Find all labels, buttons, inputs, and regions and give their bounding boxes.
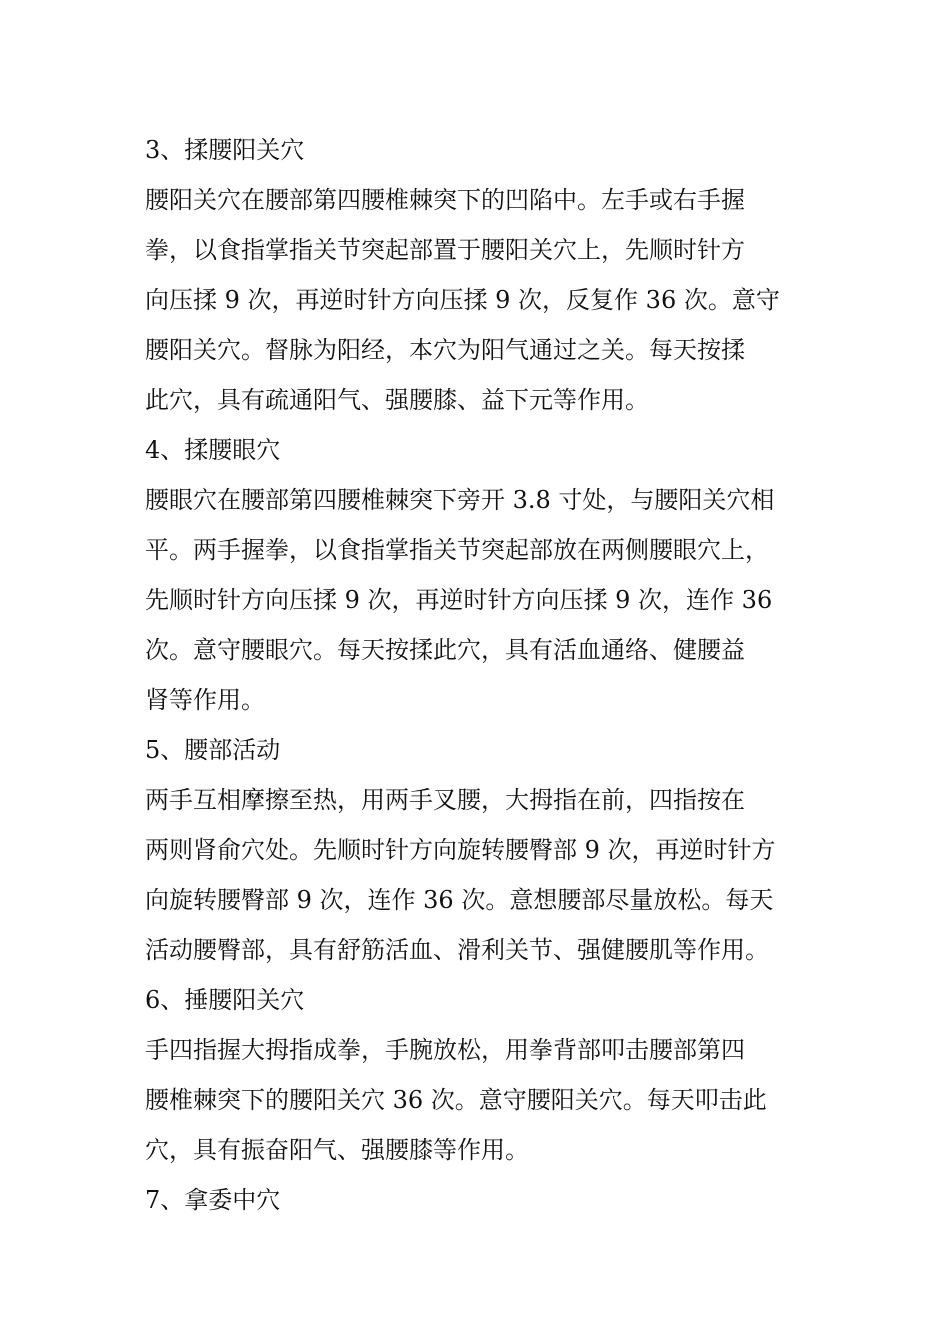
paragraph-line: 平。两手握拳，以食指掌指关节突起部放在两侧腰眼穴上， xyxy=(145,536,769,564)
paragraph-line: 两则肾俞穴处。先顺时针方向旋转腰臀部 9 次，再逆时针方 xyxy=(145,836,776,864)
section-heading: 3、揉腰阳关穴 xyxy=(145,136,305,164)
paragraph-line: 腰眼穴在腰部第四腰椎棘突下旁开 3.8 寸处，与腰阳关穴相 xyxy=(145,486,775,514)
paragraph-line: 拳，以食指掌指关节突起部置于腰阳关穴上，先顺时针方 xyxy=(145,236,745,264)
section-heading: 4、揉腰眼穴 xyxy=(145,436,281,464)
paragraph-line: 腰阳关穴。督脉为阳经，本穴为阳气通过之关。每天按揉 xyxy=(145,336,745,364)
section-heading: 7、拿委中穴 xyxy=(145,1186,281,1214)
paragraph-line: 向压揉 9 次，再逆时针方向压揉 9 次，反复作 36 次。意守 xyxy=(145,286,780,314)
paragraph-line: 次。意守腰眼穴。每天按揉此穴，具有活血通络、健腰益 xyxy=(145,636,745,664)
section-heading: 5、腰部活动 xyxy=(145,736,281,764)
paragraph-line: 先顺时针方向压揉 9 次，再逆时针方向压揉 9 次，连作 36 xyxy=(145,586,773,614)
paragraph-line: 腰阳关穴在腰部第四腰椎棘突下的凹陷中。左手或右手握 xyxy=(145,186,745,214)
paragraph-line: 手四指握大拇指成拳，手腕放松，用拳背部叩击腰部第四 xyxy=(145,1036,745,1064)
document-body xyxy=(145,125,810,1225)
paragraph-line: 两手互相摩擦至热，用两手叉腰，大拇指在前，四指按在 xyxy=(145,786,745,814)
paragraph-line: 腰椎棘突下的腰阳关穴 36 次。意守腰阳关穴。每天叩击此 xyxy=(145,1086,767,1114)
paragraph-line: 肾等作用。 xyxy=(145,686,265,714)
section-heading: 6、捶腰阳关穴 xyxy=(145,986,305,1014)
paragraph-line: 穴，具有振奋阳气、强腰膝等作用。 xyxy=(145,1136,529,1164)
paragraph-line: 此穴，具有疏通阳气、强腰膝、益下元等作用。 xyxy=(145,386,649,414)
paragraph-line: 活动腰臀部，具有舒筋活血、滑利关节、强健腰肌等作用。 xyxy=(145,936,769,964)
paragraph-line: 向旋转腰臀部 9 次，连作 36 次。意想腰部尽量放松。每天 xyxy=(145,886,774,914)
